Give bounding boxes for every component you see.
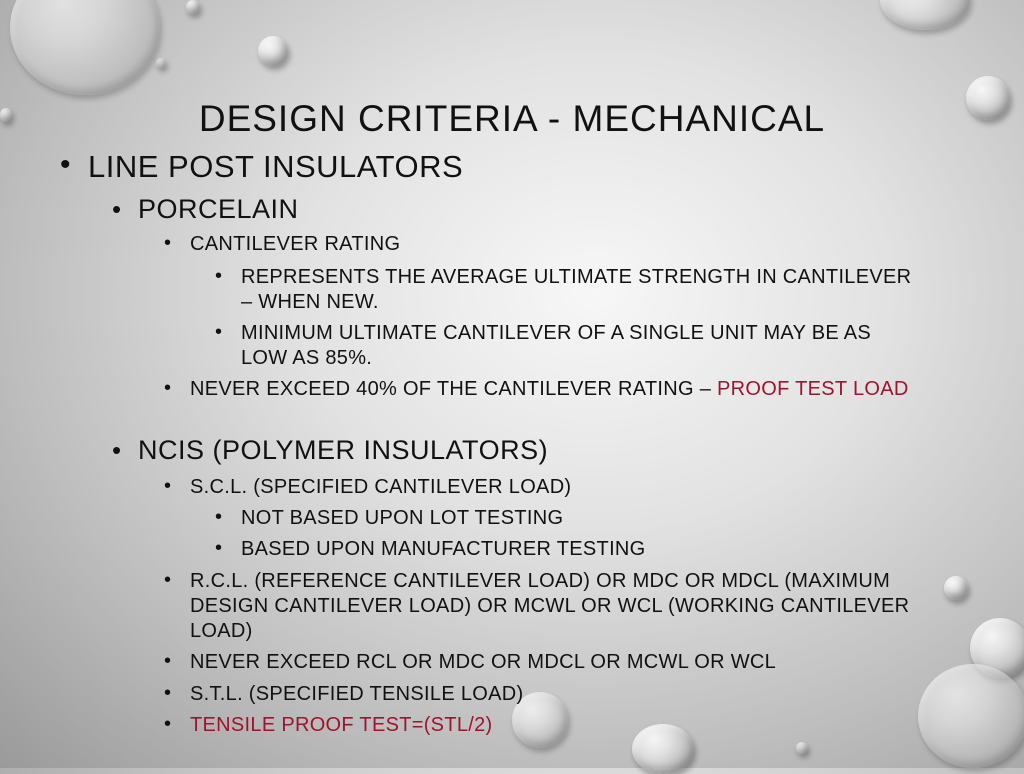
bullet-icon: • <box>215 265 223 287</box>
bullet-scl: S.C.L. (SPECIFIED CANTILEVER LOAD) <box>190 476 572 498</box>
bullet-icon: • <box>164 475 172 497</box>
bullet-icon: • <box>164 713 172 735</box>
bullet-manufacturer-testing: BASED UPON MANUFACTURER TESTING <box>241 538 646 560</box>
bullet-represents-average: REPRESENTS THE AVERAGE ULTIMATE STRENGTH IN CANTILEVER – WHEN NEW. <box>241 266 912 313</box>
bullet-icon: • <box>164 682 172 704</box>
slide-title: DESIGN CRITERIA - MECHANICAL <box>198 98 826 139</box>
bullet-not-lot-testing: NOT BASED UPON LOT TESTING <box>241 507 564 529</box>
bullet-rcl: R.C.L. (REFERENCE CANTILEVER LOAD) OR MDC OR MDCL (MAXIMUM DESIGN CANTILEVER LOAD) OR MCWL OR WCL (WORKING CANTILEVER LOAD) <box>190 570 910 642</box>
bullet-icon: • <box>164 650 172 672</box>
never-exceed-40-text: NEVER EXCEED 40% OF THE CANTILEVER RATING – <box>190 378 718 400</box>
bullet-porcelain: PORCELAIN <box>138 194 299 224</box>
bullet-icon: • <box>164 569 172 591</box>
bullet-icon: • <box>112 194 122 224</box>
bullet-icon: • <box>164 377 172 399</box>
bullet-icon: • <box>215 537 223 559</box>
bullet-line-post-insulators: LINE POST INSULATORS <box>88 149 464 184</box>
bullet-icon: • <box>215 506 223 528</box>
bullet-icon: • <box>215 321 223 343</box>
bullet-tensile-proof-test: TENSILE PROOF TEST=(STL/2) <box>190 714 493 736</box>
proof-test-load-text: PROOF TEST LOAD <box>717 378 909 400</box>
bullet-never-exceed-40 <box>190 377 920 402</box>
bullet-icon: • <box>60 148 71 181</box>
bullet-cantilever-rating: CANTILEVER RATING <box>190 233 401 255</box>
bullet-icon: • <box>164 232 172 254</box>
bullet-stl: S.T.L. (SPECIFIED TENSILE LOAD) <box>190 683 524 705</box>
bullet-icon: • <box>112 435 122 465</box>
bullet-minimum-ultimate: MINIMUM ULTIMATE CANTILEVER OF A SINGLE UNIT MAY BE AS LOW AS 85%. <box>241 322 872 369</box>
bullet-never-exceed-rcl: NEVER EXCEED RCL OR MDC OR MDCL OR MCWL OR WCL <box>190 651 777 673</box>
bullet-ncis: NCIS (POLYMER INSULATORS) <box>138 435 549 465</box>
